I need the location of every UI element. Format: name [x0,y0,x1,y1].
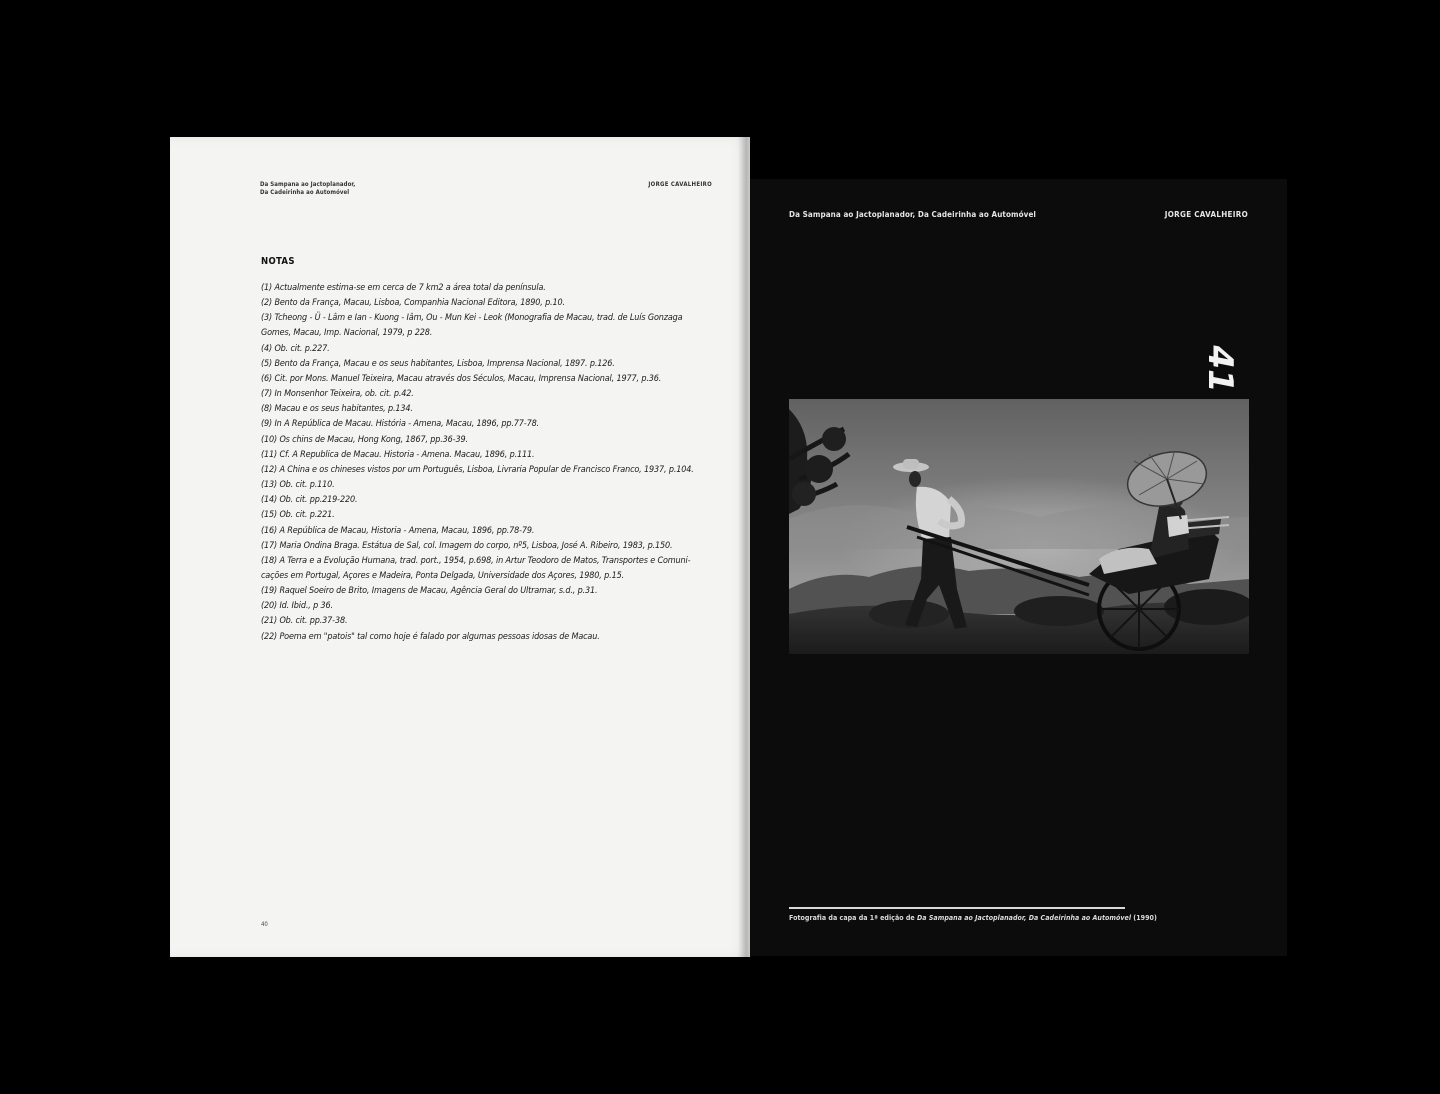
note-line: (8) Macau e os seus habitantes, p.134. [261,404,413,415]
note-line: cações em Portugal, Açores e Madeira, Ponta Delgada, Universidade dos Açores, 1980, p.15. [261,570,624,581]
caption-suffix: (1990) [1131,914,1157,922]
note-line: (11) Cf. A Republica de Macau. Historia - Amena. Macau, 1896, p.111. [261,449,535,460]
right-running-author: JORGE CAVALHEIRO [1164,210,1248,219]
note-line: (4) Ob. cit. p.227. [261,343,330,354]
note-line: (18) A Terra e a Evolução Humana, trad. port., 1954, p.698, in Artur Teodoro de Matos, Transportes e Comuni- [261,555,691,566]
caption-prefix: Fotografia da capa da 1ª edição de [789,914,917,922]
note-line: Gomes, Macau, Imp. Nacional, 1979, p 228. [261,328,433,339]
note-line: (9) In A República de Macau. História - Amena, Macau, 1896, pp.77-78. [261,419,539,430]
note-line: (12) A China e os chineses vistos por um Português, Lisboa, Livraria Popular de Francisco Franco, 1937, p.104. [261,464,694,475]
note-line: (6) Cit. por Mons. Manuel Teixeira, Macau através dos Séculos, Macau, Imprensa Nacional, 1977, p.36. [261,373,662,384]
left-running-title: Da Sampana ao Jactoplanador, Da Cadeirinha ao Automóvel [260,181,356,196]
rickshaw-photo-illustration [789,399,1249,654]
note-line: (22) Poema em "patois" tal como hoje é falado por algumas pessoas idosas de Macau. [261,631,600,642]
note-line: (3) Tcheong - Ü - Lâm e Ian - Kuong - Iâm, Ou - Mun Kei - Leok (Monografia de Macau, trad. de Luís Gonzaga [261,313,683,324]
note-line: (2) Bento da França, Macau, Lisboa, Companhia Nacional Editora, 1890, p.10. [261,298,565,309]
left-page [170,137,750,957]
gutter-crease [738,137,750,957]
notes-heading: NOTAS [261,256,295,267]
note-line: (10) Os chins de Macau, Hong Kong, 1867, pp.36-39. [261,434,468,445]
left-running-author: JORGE CAVALHEIRO [648,181,712,188]
caption-title: Da Sampana ao Jactoplanador, Da Cadeirinha ao Automóvel [917,914,1132,922]
note-line: (14) Ob. cit. pp.219-220. [261,495,358,506]
photo-caption [789,914,1157,922]
note-line: (20) Id. Ibid., p 36. [261,601,333,612]
caption-rule [789,907,1125,909]
note-line: (16) A República de Macau, Historia - Amena, Macau, 1896, pp.78-79. [261,525,535,536]
note-line: (21) Ob. cit. pp.37-38. [261,616,348,627]
note-line: (15) Ob. cit. p.221. [261,510,335,521]
note-line: (17) Maria Ondina Braga. Estátua de Sal, col. Imagem do corpo, nº5, Lisboa, José A. Ribeiro, 1983, p.150. [261,540,673,551]
right-running-title: Da Sampana ao Jactoplanador, Da Cadeirinha ao Automóvel [789,210,1036,219]
note-line: (7) In Monsenhor Teixeira, ob. cit. p.42. [261,389,414,400]
note-line: (5) Bento da França, Macau e os seus habitantes, Lisboa, Imprensa Nacional, 1897. p.126. [261,358,615,369]
notes-list [261,281,713,645]
right-page [750,179,1287,956]
note-line: (1) Actualmente estima-se em cerca de 7 km2 a área total da península. [261,283,546,293]
left-page-number: 40 [261,921,268,928]
note-line: (13) Ob. cit. p.110. [261,480,335,491]
right-page-number: 41 [1200,345,1240,393]
rickshaw-photograph [789,399,1249,654]
note-line: (19) Raquel Soeiro de Brito, Imagens de Macau, Agência Geral do Ultramar, s.d., p.31. [261,586,598,597]
